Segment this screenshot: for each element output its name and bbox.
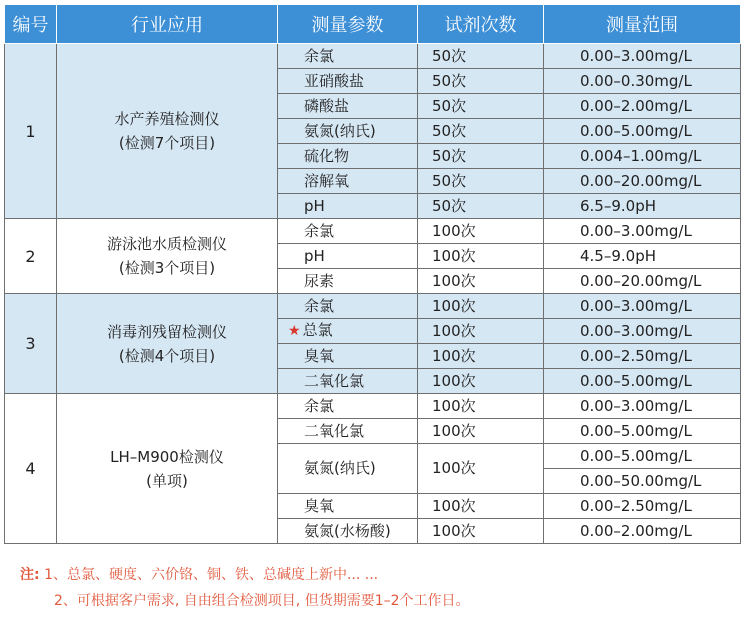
table-row bbox=[5, 44, 741, 69]
group-number: 3 bbox=[5, 294, 57, 394]
device-note: (检测4个项目) bbox=[118, 346, 216, 365]
range-cell: 0.00–3.00mg/L bbox=[544, 319, 741, 344]
param-cell: 氨氮(水杨酸) bbox=[278, 519, 418, 544]
param-cell: 余氯 bbox=[278, 294, 418, 319]
notes bbox=[20, 562, 740, 614]
param-cell: 臭氧 bbox=[278, 344, 418, 369]
qty-cell: 100次 bbox=[418, 344, 544, 369]
range-cell: 0.00–3.00mg/L bbox=[544, 294, 741, 319]
device-name: 水产养殖检测仪 bbox=[114, 110, 220, 128]
param-cell: 二氧化氯 bbox=[278, 369, 418, 394]
device-name: LH–M900检测仪 bbox=[110, 447, 224, 466]
range-cell: 0.00–20.00mg/L bbox=[544, 269, 741, 294]
qty-cell: 100次 bbox=[418, 444, 544, 494]
header-reagent-count: 试剂次数 bbox=[418, 5, 544, 44]
group-number: 4 bbox=[5, 394, 57, 544]
qty-cell: 50次 bbox=[418, 119, 544, 144]
param-cell: pH bbox=[278, 244, 418, 269]
range-cell: 0.004–1.00mg/L bbox=[544, 144, 741, 169]
device-cell bbox=[57, 44, 278, 219]
qty-cell: 50次 bbox=[418, 144, 544, 169]
header-id: 编号 bbox=[5, 5, 57, 44]
param-cell: 二氧化氯 bbox=[278, 419, 418, 444]
param-cell: 亚硝酸盐 bbox=[278, 69, 418, 94]
note-text-2: 2、可根据客户需求, 自由组合检测项目, 但货期需要1–2个工作日。 bbox=[54, 593, 470, 609]
range-cell: 4.5–9.0pH bbox=[544, 244, 741, 269]
header-industry: 行业应用 bbox=[57, 5, 278, 44]
qty-cell: 100次 bbox=[418, 419, 544, 444]
range-cell: 0.00–3.00mg/L bbox=[544, 219, 741, 244]
range-cell: 0.00–50.00mg/L bbox=[544, 469, 741, 494]
param-cell bbox=[278, 319, 418, 344]
qty-cell: 50次 bbox=[418, 44, 544, 69]
param-cell: 余氯 bbox=[278, 219, 418, 244]
param-cell: 磷酸盐 bbox=[278, 94, 418, 119]
note-line-1 bbox=[20, 562, 740, 588]
range-cell: 0.00–2.50mg/L bbox=[544, 344, 741, 369]
range-cell: 0.00–5.00mg/L bbox=[544, 419, 741, 444]
table-row bbox=[5, 294, 741, 319]
range-cell: 0.00–3.00mg/L bbox=[544, 394, 741, 419]
param-cell: 臭氧 bbox=[278, 494, 418, 519]
table-row bbox=[5, 219, 741, 244]
qty-cell: 100次 bbox=[418, 319, 544, 344]
range-cell: 0.00–20.00mg/L bbox=[544, 169, 741, 194]
device-note: (单项) bbox=[146, 471, 188, 490]
range-cell: 0.00–5.00mg/L bbox=[544, 119, 741, 144]
group-number: 1 bbox=[5, 44, 57, 219]
spec-table bbox=[4, 4, 741, 544]
param-cell: 余氯 bbox=[278, 394, 418, 419]
range-cell: 0.00–5.00mg/L bbox=[544, 369, 741, 394]
qty-cell: 50次 bbox=[418, 169, 544, 194]
param-label: 总氯 bbox=[302, 321, 333, 339]
param-cell: 氨氮(纳氏) bbox=[278, 119, 418, 144]
qty-cell: 100次 bbox=[418, 219, 544, 244]
qty-cell: 50次 bbox=[418, 94, 544, 119]
qty-cell: 50次 bbox=[418, 194, 544, 219]
param-cell: 氨氮(纳氏) bbox=[278, 444, 418, 494]
device-name: 游泳池水质检测仪 bbox=[106, 235, 227, 253]
star-icon: ★ bbox=[288, 323, 301, 339]
device-note: (检测7个项目) bbox=[118, 134, 216, 152]
device-note: (检测3个项目) bbox=[118, 259, 216, 277]
param-cell: 溶解氧 bbox=[278, 169, 418, 194]
range-cell: 0.00–0.30mg/L bbox=[544, 69, 741, 94]
qty-cell: 50次 bbox=[418, 69, 544, 94]
range-cell: 0.00–5.00mg/L bbox=[544, 444, 741, 469]
note-label: 注: bbox=[20, 567, 40, 583]
range-cell: 0.00–2.00mg/L bbox=[544, 94, 741, 119]
note-line-2 bbox=[20, 588, 740, 614]
param-cell: pH bbox=[278, 194, 418, 219]
device-cell bbox=[57, 394, 278, 544]
table-row bbox=[5, 394, 741, 419]
range-cell: 6.5–9.0pH bbox=[544, 194, 741, 219]
param-cell: 硫化物 bbox=[278, 144, 418, 169]
qty-cell: 100次 bbox=[418, 369, 544, 394]
qty-cell: 100次 bbox=[418, 494, 544, 519]
param-cell: 余氯 bbox=[278, 44, 418, 69]
device-cell bbox=[57, 294, 278, 394]
qty-cell: 100次 bbox=[418, 394, 544, 419]
range-cell: 0.00–2.50mg/L bbox=[544, 494, 741, 519]
device-name: 消毒剂残留检测仪 bbox=[106, 322, 227, 341]
header-parameter: 测量参数 bbox=[278, 5, 418, 44]
qty-cell: 100次 bbox=[418, 519, 544, 544]
note-text-1: 1、总氯、硬度、六价铬、铜、铁、总碱度上新中... ... bbox=[44, 567, 379, 583]
qty-cell: 100次 bbox=[418, 244, 544, 269]
range-cell: 0.00–2.00mg/L bbox=[544, 519, 741, 544]
device-cell bbox=[57, 219, 278, 294]
qty-cell: 100次 bbox=[418, 269, 544, 294]
group-number: 2 bbox=[5, 219, 57, 294]
range-cell: 0.00–3.00mg/L bbox=[544, 44, 741, 69]
qty-cell: 100次 bbox=[418, 294, 544, 319]
param-cell: 尿素 bbox=[278, 269, 418, 294]
header-row bbox=[5, 5, 741, 44]
header-range: 测量范围 bbox=[544, 5, 741, 44]
